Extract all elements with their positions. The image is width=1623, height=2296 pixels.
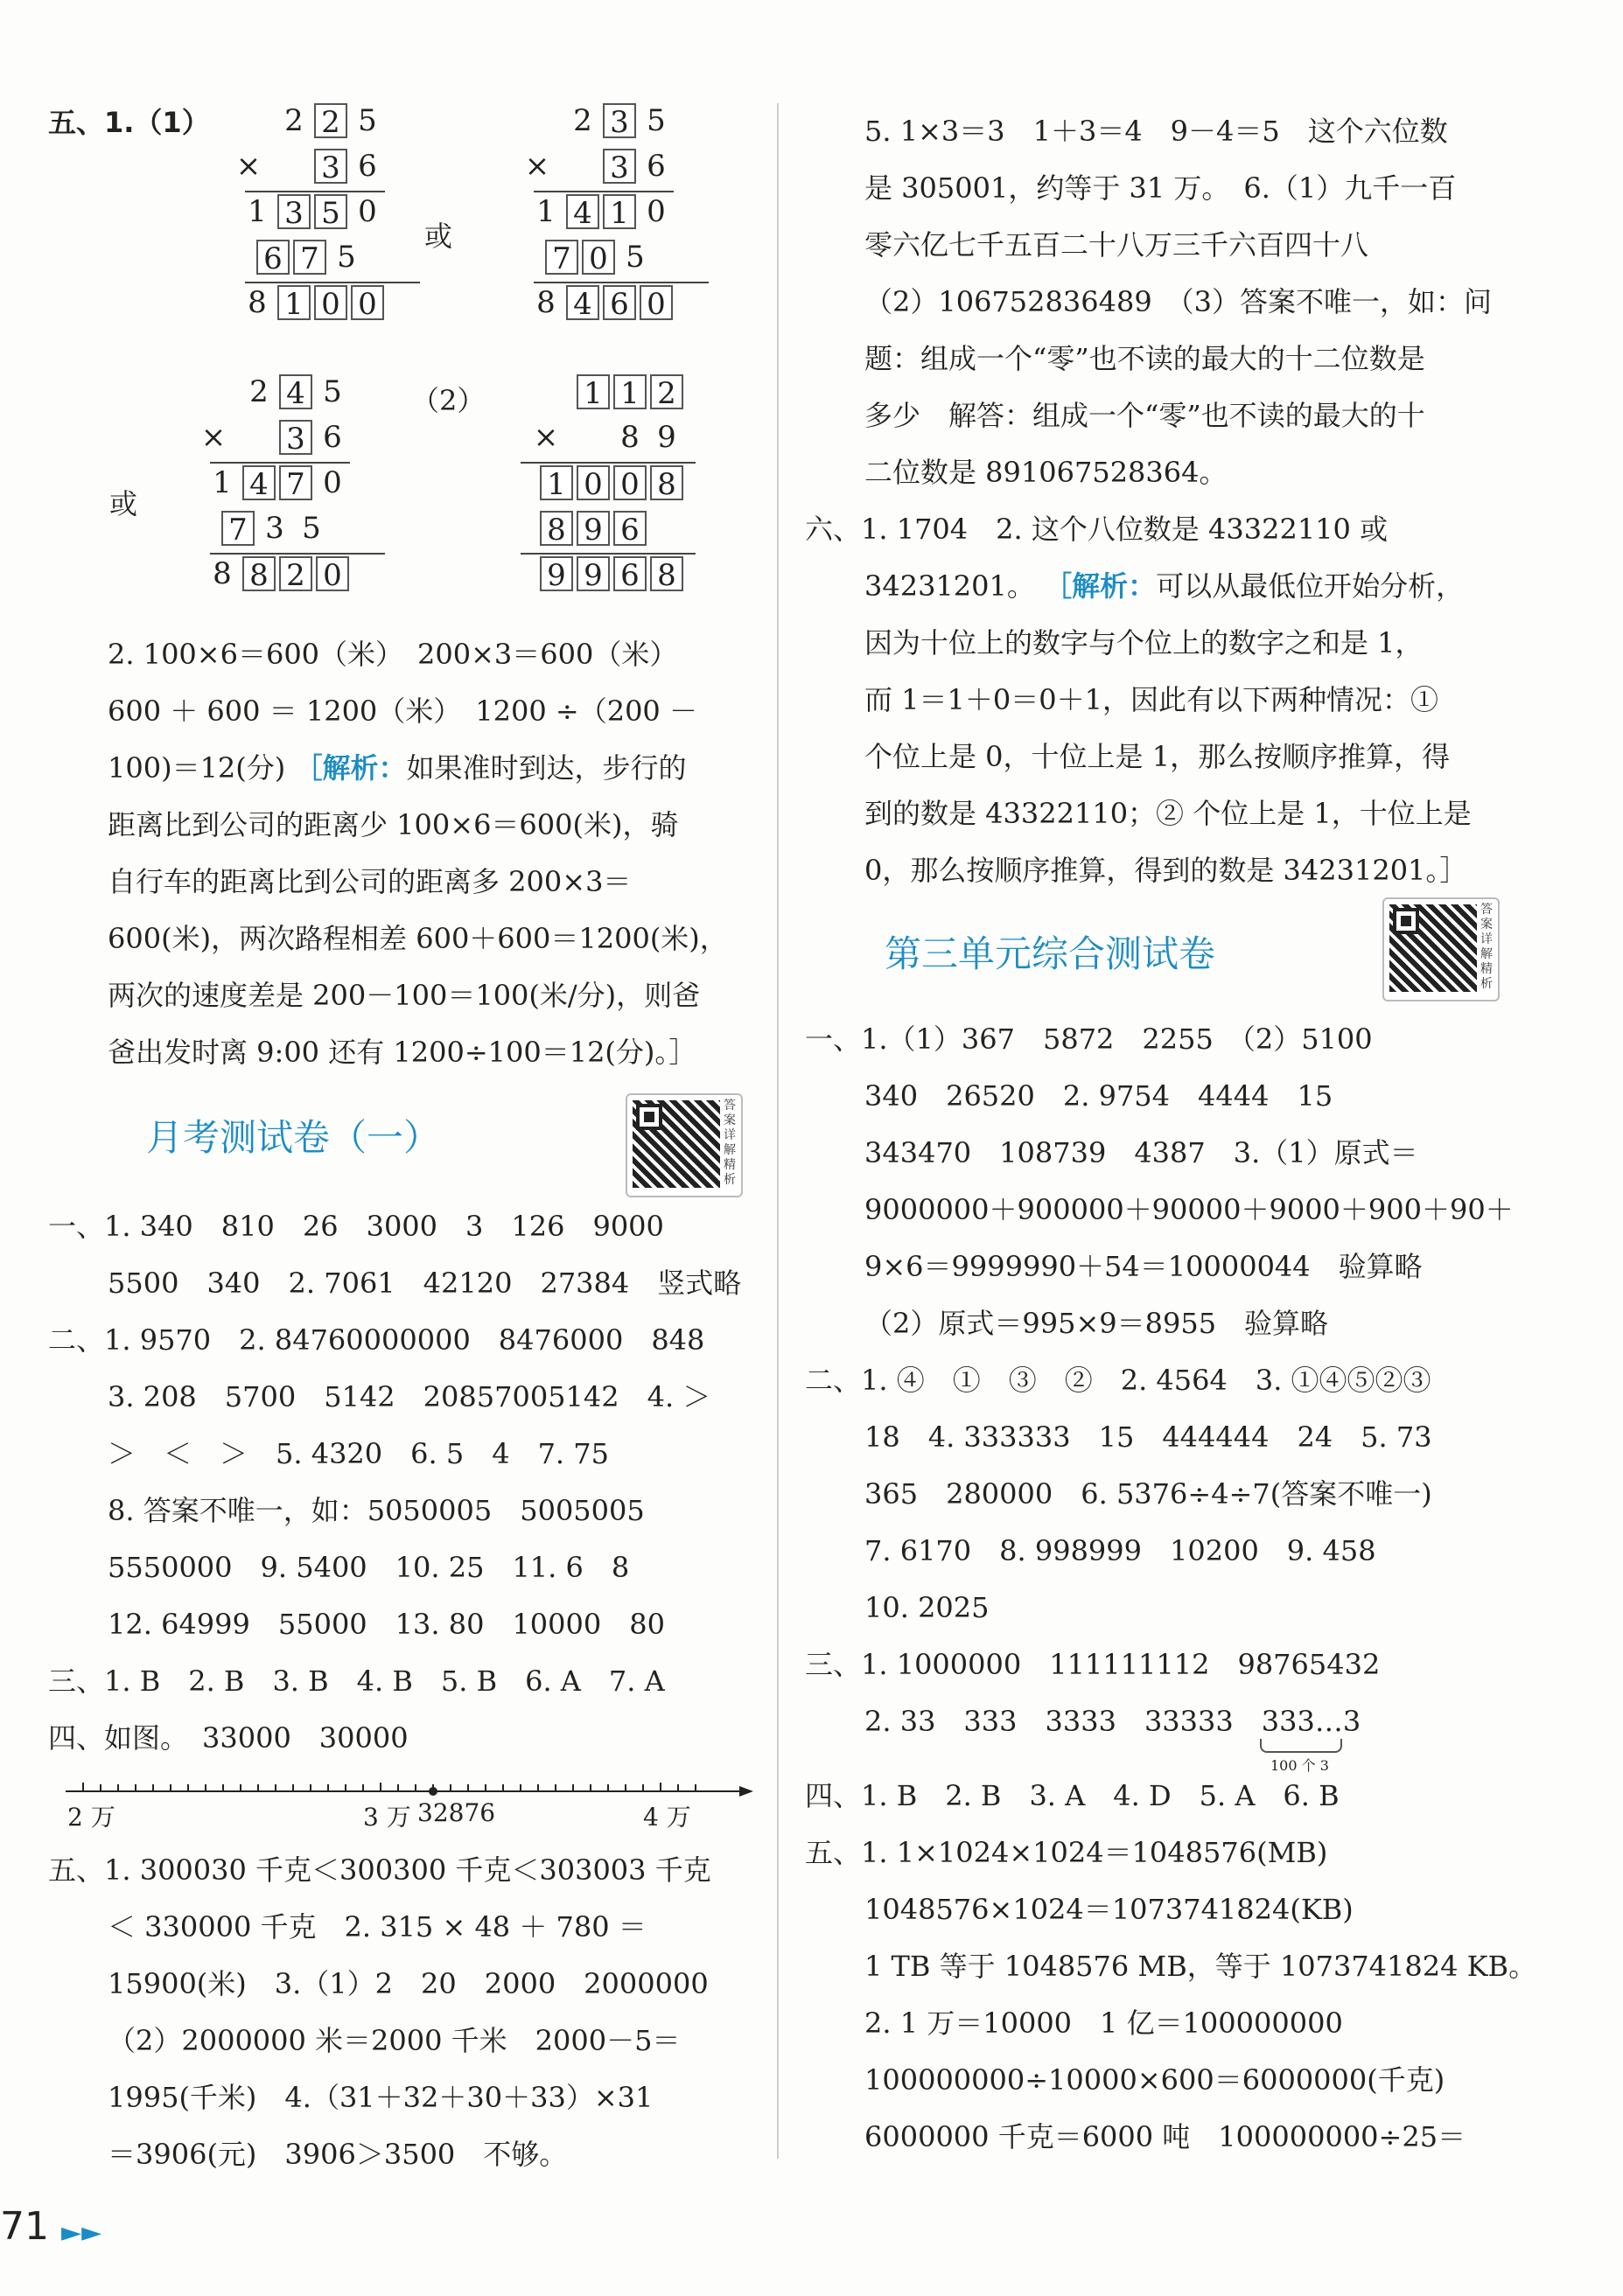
digit: 8 [536,285,556,320]
answer-line: 2. 100×6＝600（米） 200×3＝600（米） [108,638,678,671]
tick-label: 2 万 [67,1803,115,1832]
rule [210,462,350,464]
digit: 6 [647,149,666,184]
digit: 5 [302,511,321,546]
digit: 3 [265,511,284,546]
digit: 1 [213,465,232,500]
digit: 5 [337,240,356,275]
digit: 0 [647,194,666,229]
digit-box: 0 [316,556,349,591]
rule [210,553,385,555]
rule [245,191,385,192]
answer-line: 2. 1 万＝10000 1 亿＝100000000 [864,2006,1343,2040]
digit: 8 [248,285,267,320]
times-sign: × [533,420,559,455]
digit-box: 8 [242,556,276,591]
answer-line: 四、1. B 2. B 3. A 4. D 5. A 6. B [805,1779,1340,1812]
answer-line: 多少 解答：组成一个“零”也不读的最大的十 [864,399,1425,432]
answer-line: ＜ 330000 千克 2. 315 × 48 ＋ 780 ＝ [108,1910,647,1944]
digit-box: 1 [540,465,573,500]
digit-box: 8 [650,465,683,500]
answer-line: 365 280000 6. 5376÷4÷7(答案不唯一) [864,1477,1432,1511]
digit-box: 2 [314,103,347,138]
times-sign: × [200,420,227,455]
digit-box: 4 [566,194,599,229]
digit: 0 [358,194,377,229]
number-line [66,1774,757,1835]
answer-line: 10. 2025 [864,1591,990,1624]
answer-line: 3. 208 5700 5142 20857005142 4. ＞ [108,1380,711,1413]
analysis-line: 而 1＝1＋0＝0＋1，因此有以下两种情况：① [864,683,1438,716]
qr-icon [633,1100,720,1188]
brace [1260,1739,1342,1753]
or-text: 或 [424,220,453,253]
digit-box: 1 [613,374,647,409]
analysis-tag: ［解析： [1044,569,1157,603]
brace-note: 100 个 3 [1270,1757,1329,1774]
answer-line: 5500 340 2. 7061 42120 27384 竖式略 [108,1267,742,1300]
digit-box: 6 [613,556,647,591]
qr-icon [1389,904,1477,992]
digit: 1 [248,194,267,229]
answer-line: 是 305001，约等于 31 万。 6.（1）九千一百 [864,171,1457,205]
digit: 8 [213,556,232,591]
digit-box: 0 [314,285,347,320]
digit: 6 [358,149,377,184]
digit-box: 7 [545,240,578,275]
answer-line: 三、1. B 2. B 3. B 4. B 5. B 6. A 7. A [48,1664,665,1698]
multiplication-3 [162,374,407,637]
multiplication-4 [459,374,722,637]
rule [534,191,674,192]
answer-line: 五、1. 1×1024×1024＝1048576(MB) [805,1836,1328,1869]
times-sign: × [235,149,262,184]
answer-line: 一、1.（1）367 5872 2255 （2）5100 [805,1022,1373,1056]
answer-line: 5550000 9. 5400 10. 25 11. 6 8 [108,1551,630,1584]
answer-line: 8. 答案不唯一，如：5050005 5005005 [108,1494,645,1527]
digit-box: 6 [256,240,290,275]
answer-line: 一、1. 340 810 26 3000 3 126 9000 [48,1210,664,1243]
digit: 5 [647,103,666,138]
digit-box: 0 [582,240,615,275]
digit-box: 3 [603,103,636,138]
analysis-text: 如果准时到达，步行的 [406,751,687,785]
digit-box: 5 [314,194,347,229]
digit-box: 4 [566,285,599,320]
answer-line: 2. 33 333 3333 33333 333…3 [864,1705,1361,1738]
analysis-line: 距离比到公司的距离少 100×6＝600(米)，骑 [108,808,679,841]
digit: 2 [573,103,592,138]
answer-line: 9×6＝9999990＋54＝10000044 验算略 [864,1250,1423,1283]
column-divider [777,103,779,2159]
digit-box: 3 [314,149,347,184]
answer-line: 343470 108739 4387 3.（1）原式＝ [864,1136,1418,1169]
answer-text: 100)＝12(分) [108,751,286,785]
multiplication-1 [197,103,442,366]
digit-box: 1 [603,194,636,229]
section-5-label: 五、1.（1） [48,106,210,139]
analysis-line: 爸出发时离 9:00 还有 1200÷100＝12(分)。］ [108,1036,697,1069]
digit-box: 7 [293,240,326,275]
answer-line: 四、如图。 33000 30000 [48,1721,409,1755]
answer-line: 1048576×1024＝1073741824(KB) [864,1893,1354,1926]
digit-box: 1 [277,285,311,320]
answer-line: 15900(米) 3.（1）2 20 2000 2000000 [108,1967,709,2000]
digit-box: 8 [540,511,573,546]
multiplication-2 [486,103,731,366]
analysis-line: 自行车的距离比到公司的距离多 200×3＝ [108,865,632,898]
digit-box: 9 [540,556,573,591]
answer-line: ＝3906(元) 3906＞3500 不够。 [108,2138,568,2171]
analysis-line: 600(米)，两次路程相差 600＋600＝1200(米)， [108,922,728,955]
answer-line: 340 26520 2. 9754 4444 15 [864,1079,1333,1113]
answer-line: 12. 64999 55000 13. 80 10000 80 [108,1608,665,1641]
answer-line: 7. 6170 8. 998999 10200 9. 458 [864,1534,1376,1567]
digit-box: 4 [279,374,312,409]
rule [245,282,420,283]
digit-box: 3 [603,149,636,184]
analysis-line: 两次的速度差是 200－100＝100(米/分)，则爸 [108,979,701,1012]
answer-line: 18 4. 333333 15 444444 24 5. 73 [864,1420,1432,1454]
analysis-line: 0，那么按顺序推算，得到的数是 34231201。］ [864,854,1468,887]
qr-caption: 答案详解精析 [1480,903,1493,991]
page-number: 71 [0,2204,49,2249]
digit-box: 6 [613,511,647,546]
analysis-line: 个位上是 0，十位上是 1，那么按顺序推算，得 [864,740,1451,773]
digit: 2 [249,374,269,409]
digit-box: 9 [577,556,610,591]
answer-line: 6000000 千克＝6000 吨 100000000÷25＝ [864,2120,1466,2153]
answer-line: （2）原式＝995×9＝8955 验算略 [864,1307,1329,1340]
tick-label: 3 万 [363,1803,411,1832]
digit-box: 1 [577,374,610,409]
answer-line: 二、1. 9570 2. 84760000000 8476000 848 [48,1323,705,1357]
digit-box: 7 [221,511,255,546]
digit: 5 [626,240,645,275]
digit: 9 [657,420,676,455]
rule [534,282,709,283]
digit-box: 0 [577,465,610,500]
or-text: 或 [109,487,138,520]
section-title: 月考测试卷（一） [145,1116,440,1159]
digit-box: 8 [650,556,683,591]
arrow-icon: ►► [61,2217,102,2248]
tick-label: 4 万 [643,1803,691,1832]
digit-box: 2 [279,556,312,591]
analysis-tag: ［解析： [294,751,407,785]
digit-box: 2 [650,374,683,409]
answer-line [864,567,1464,605]
answer-line: 100000000÷10000×600＝6000000(千克) [864,2063,1445,2097]
answer-line: 零六亿七千五百二十八万三千六百四十八 [864,228,1369,262]
digit-box: 7 [279,465,312,500]
digit: 5 [323,374,342,409]
analysis-line: 到的数是 43322110；② 个位上是 1，十位上是 [864,797,1472,830]
answer-line: ＞ ＜ ＞ 5. 4320 6. 5 4 7. 75 [108,1437,609,1470]
times-sign: × [524,149,550,184]
rule [521,462,696,464]
rule [521,553,696,555]
answer-line: （2）106752836489 （3）答案不唯一，如：问 [864,285,1493,318]
part-2-label: （2） [411,384,486,417]
answer-line: 六、1. 1704 2. 这个八位数是 43322110 或 [805,513,1389,546]
answer-line: 五、1. 300030 千克＜300300 千克＜303003 千克 [48,1853,711,1887]
answer-line: 9000000＋900000＋90000＋9000＋900＋90＋ [864,1193,1514,1226]
answer-line: 二位数是 891067528364。 [864,456,1228,489]
answer-line: 5. 1×3＝3 1＋3＝4 9－4＝5 这个六位数 [864,115,1448,148]
analysis-text: 可以从最低位开始分析， [1156,569,1465,603]
digit: 1 [536,194,556,229]
analysis-line: 因为十位上的数字与个位上的数字之和是 1， [864,626,1424,659]
digit: 5 [358,103,377,138]
answer-line: 三、1. 1000000 111111112 98765432 [805,1648,1381,1681]
qr-code[interactable] [626,1093,743,1197]
tick-label: 32876 [417,1798,496,1827]
digit-box: 0 [640,285,673,320]
answer-line: 1995(千米) 4.（31＋32＋30＋33）×31 [108,2081,654,2114]
answer-line: 二、1. ④ ① ③ ② 2. 4564 3. ①④⑤②③ [805,1364,1431,1397]
answer-line: 1 TB 等于 1048576 MB，等于 1073741824 KB。 [864,1950,1537,1983]
digit-box: 0 [613,465,647,500]
digit-box: 9 [577,511,610,546]
digit-box: 0 [351,285,384,320]
digit-box: 3 [279,420,312,455]
digit: 0 [323,465,342,500]
answer-line: 题：组成一个“零”也不读的最大的十二位数是 [864,342,1425,375]
point-marker [429,1787,437,1796]
digit: 6 [323,420,342,455]
digit-box: 3 [277,194,311,229]
digit: 8 [620,420,640,455]
section-title: 第三单元综合测试卷 [884,932,1215,975]
digit-box: 6 [603,285,636,320]
digit: 2 [284,103,304,138]
answer-line: （2）2000000 米＝2000 千米 2000－5＝ [108,2024,681,2057]
digit-box: 4 [242,465,276,500]
answer-line [108,749,686,787]
qr-code[interactable] [1382,897,1500,1001]
qr-caption: 答案详解精析 [724,1099,736,1187]
answer-line: 600 ＋ 600 ＝ 1200（米） 1200 ÷（200 － [108,694,697,728]
answer-text: 34231201。 [864,569,1035,603]
